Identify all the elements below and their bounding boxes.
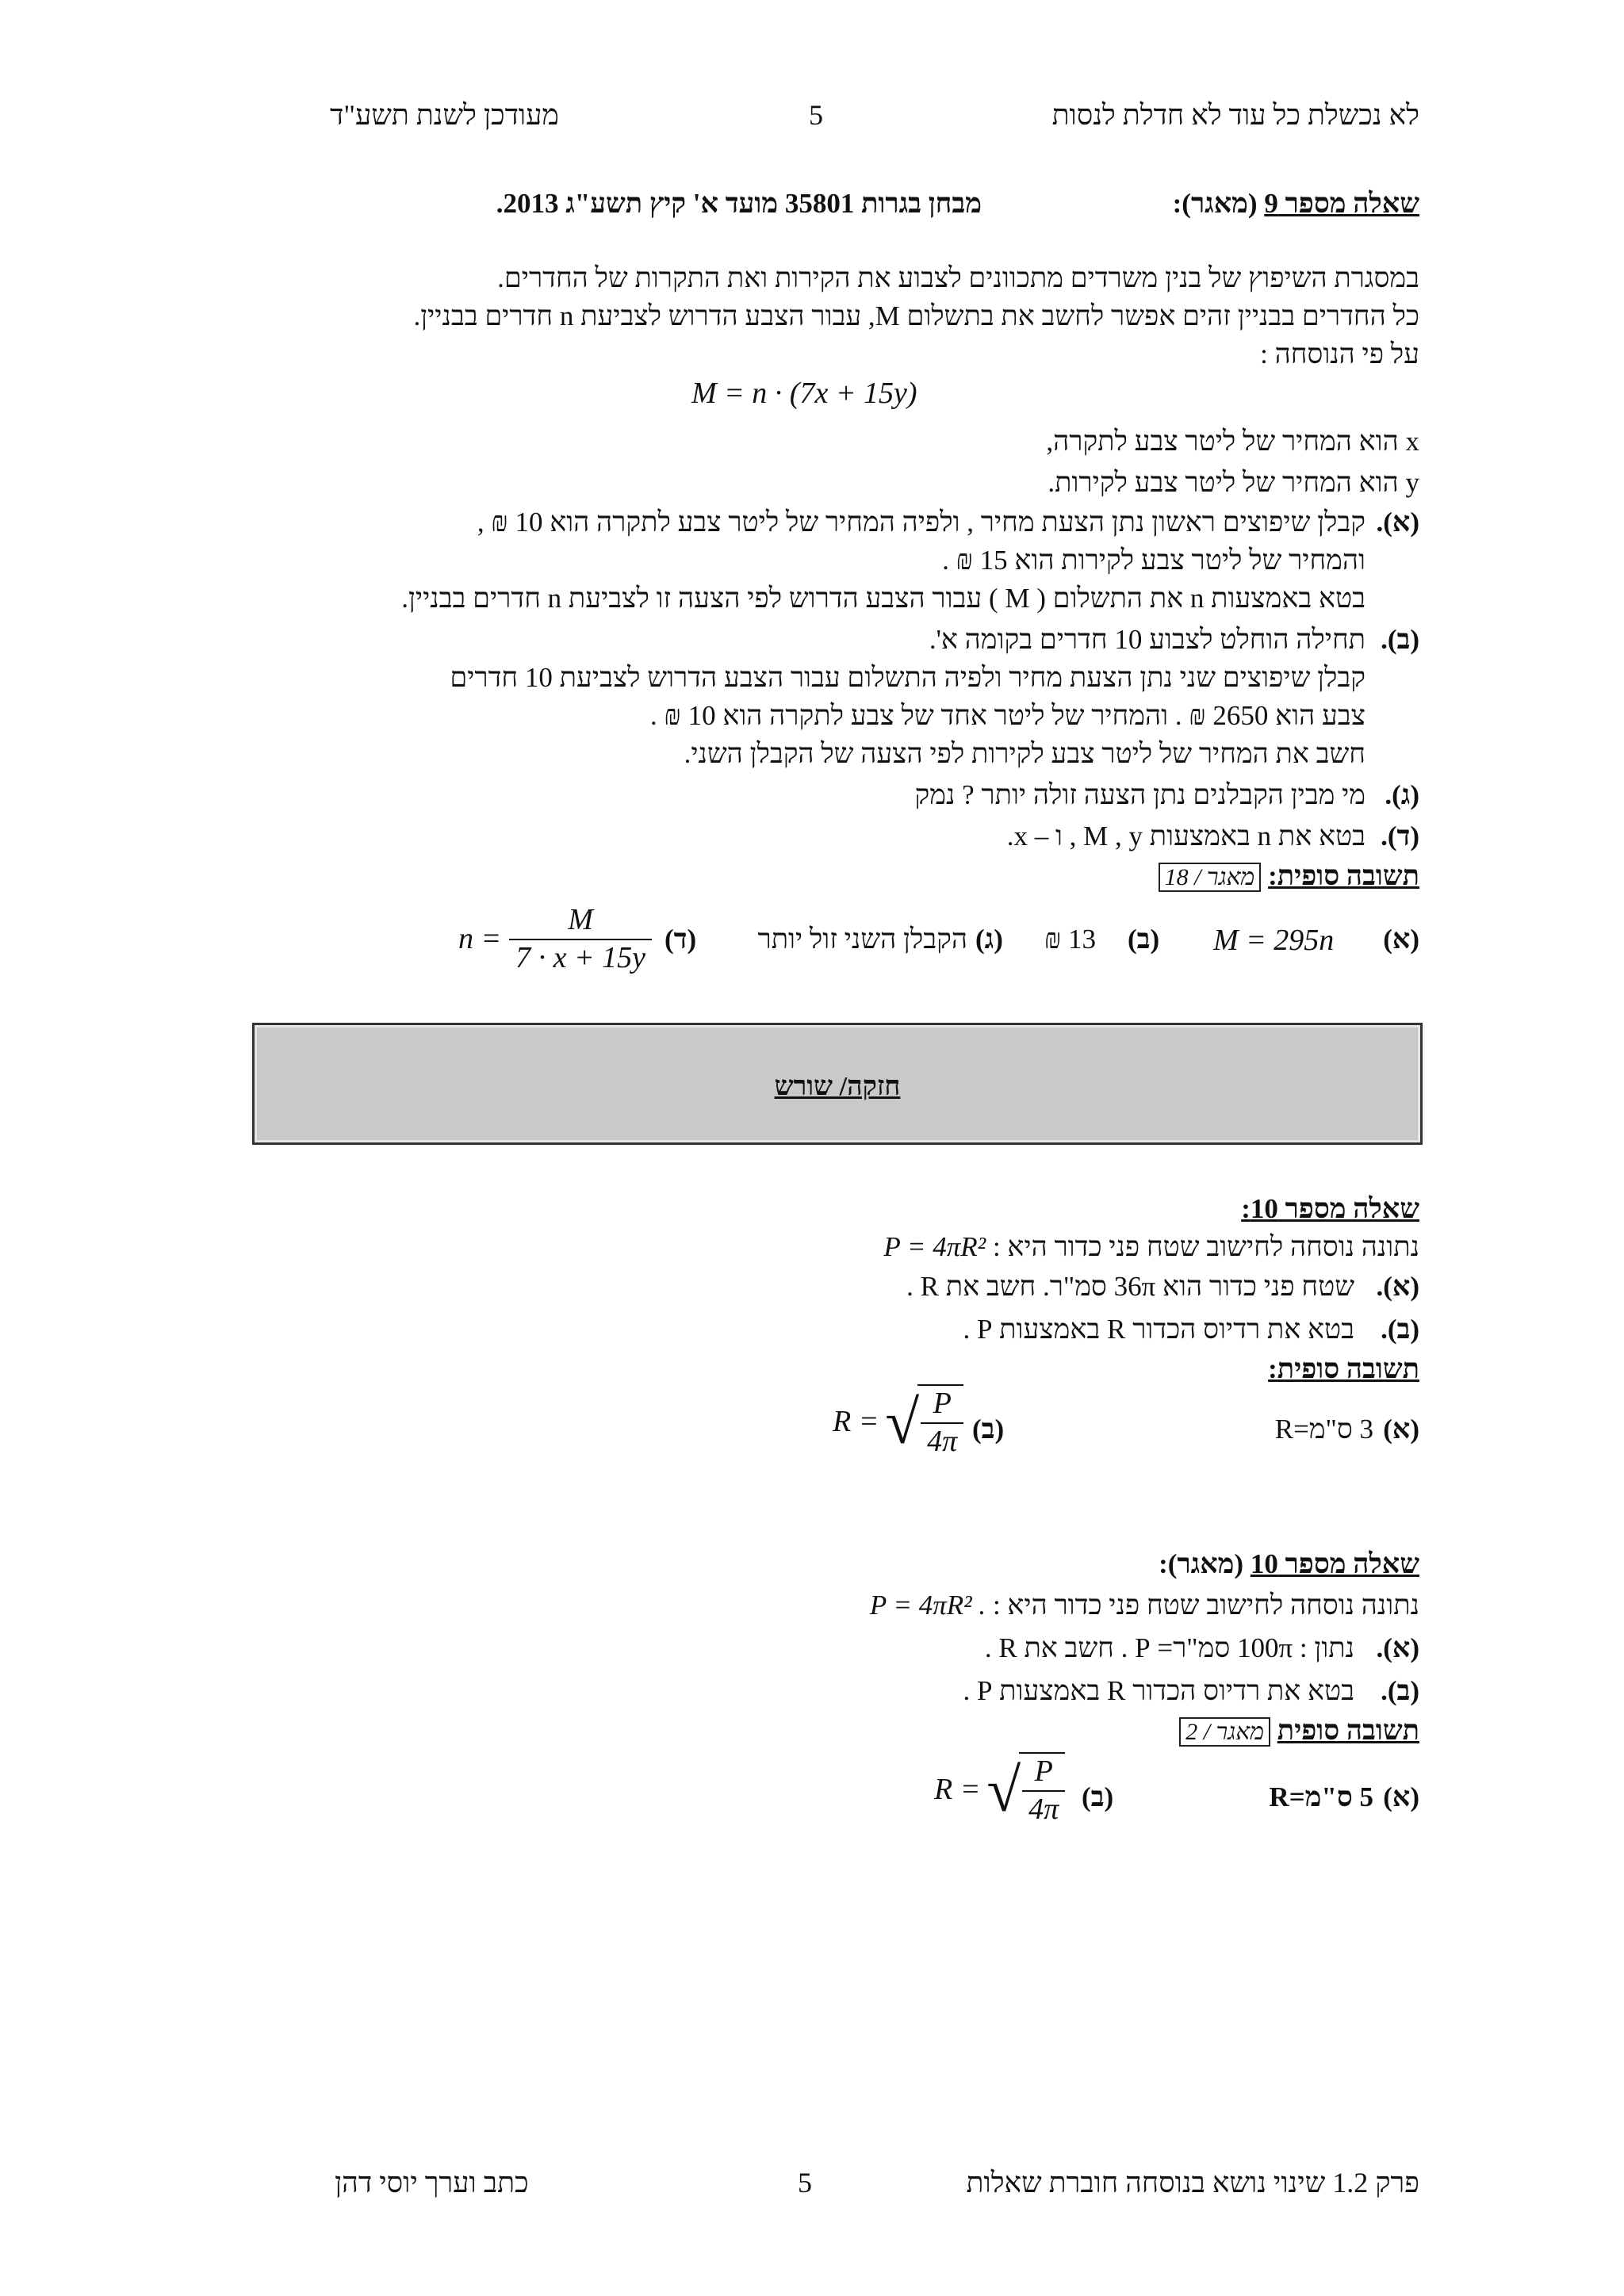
q10b-sqrt bbox=[986, 1752, 1065, 1827]
q10-formula: P = 4πR² bbox=[883, 1231, 986, 1262]
q9-final-answer-label: תשובה סופית: bbox=[1268, 860, 1419, 891]
q9-intro-line3: על פי הנוסחה : bbox=[1260, 339, 1419, 369]
q10-part-a-label: (א). bbox=[1376, 1271, 1419, 1302]
q9-part-a-line3: בטא באמצעות n את התשלום ( M ) עבור הצבע הדרוש לפי הצעה זו לצביעת n חדרים בבניין. bbox=[401, 583, 1365, 614]
q10b-title-tag: (מאגר): bbox=[1159, 1548, 1244, 1579]
q9-part-b-label: (ב). bbox=[1381, 624, 1419, 655]
q10b-source-ref: מאגר / 2 bbox=[1179, 1717, 1270, 1747]
q9-definition-y: y הוא המחיר של ליטר צבע לקירות. bbox=[1048, 467, 1419, 498]
q9-answer-d-denominator: 7 · x + 15y bbox=[509, 939, 652, 977]
q10-answer-b-denominator: 4π bbox=[921, 1422, 963, 1460]
q10b-title-row bbox=[1159, 1548, 1419, 1581]
q9-definition-x: x הוא המחיר של ליטר צבע לתקרה, bbox=[1046, 426, 1419, 457]
q9-formula: M = n · (7x + 15y) bbox=[691, 377, 917, 410]
q9-exam-reference: מבחן בגרות 35801 מועד א' קיץ תשע"ג 2013. bbox=[496, 188, 982, 219]
header-motto: לא נכשלת כל עוד לא חדלת לנסות bbox=[1051, 99, 1419, 131]
q9-title-tag: (מאגר): bbox=[1172, 188, 1258, 219]
q9-answer-a-label: (א) bbox=[1383, 924, 1419, 955]
q10b-answer-b-numerator: P bbox=[1034, 1755, 1053, 1788]
q10b-part-a-text: נתון : 100π סמ"ר= P . חשב את R . bbox=[984, 1632, 1354, 1663]
q9-part-c-text: מי מבין הקבלנים נתן הצעה זולה יותר ? נמק bbox=[914, 779, 1365, 810]
q10b-part-b-label: (ב). bbox=[1381, 1675, 1419, 1706]
q10-given bbox=[883, 1230, 1419, 1264]
q10b-given-text: נתונה נוסחה לחישוב שטח פני כדור היא : bbox=[992, 1590, 1419, 1621]
q10b-final-answer-row bbox=[1174, 1714, 1419, 1747]
footer-page-number: 5 bbox=[798, 2167, 812, 2198]
q10-given-text: נתונה נוסחה לחישוב שטח פני כדור היא : bbox=[992, 1231, 1419, 1262]
q9-answer-b: 13 ₪ bbox=[1044, 924, 1096, 955]
footer-chapter: פרק 1.2 שינוי נושא בנוסחה חוברת שאלות bbox=[966, 2167, 1419, 2198]
q9-title bbox=[1173, 187, 1419, 220]
q10-answer-a: 3 ס"מ=R bbox=[1274, 1414, 1373, 1445]
header-page-number: 5 bbox=[809, 99, 823, 131]
sqrt-radical-icon: √ bbox=[885, 1387, 920, 1456]
q10b-answer-b bbox=[934, 1752, 1065, 1827]
sqrt-radical-icon: √ bbox=[986, 1755, 1021, 1824]
q10b-given bbox=[870, 1589, 1419, 1622]
q9-part-d-label: (ד). bbox=[1381, 821, 1419, 851]
section-banner bbox=[252, 1023, 1423, 1145]
q10b-final-answer-label: תשובה סופית bbox=[1277, 1715, 1419, 1746]
q9-answer-d-lhs: n = bbox=[458, 921, 502, 955]
q9-answer-b-label: (ב) bbox=[1128, 924, 1160, 955]
q10-answer-b-fraction bbox=[921, 1386, 963, 1460]
q9-part-a-line2: והמחיר של ליטר צבע לקירות הוא 15 ₪ . bbox=[942, 545, 1365, 576]
q9-title-text: שאלה מספר 9 bbox=[1264, 188, 1419, 219]
q10-answer-b-label: (ב) bbox=[972, 1414, 1005, 1445]
q9-part-b-line3: צבע הוא 2650 ₪ . והמחיר של ליטר אחד של צבע לתקרה הוא 10 ₪ . bbox=[650, 700, 1365, 731]
q10b-part-b-text: בטא את רדיוס הכדור R באמצעות P . bbox=[963, 1675, 1354, 1706]
q9-answer-d-numerator: M bbox=[568, 903, 593, 936]
q9-part-d-text: בטא את n באמצעות M , y , ו – x. bbox=[1006, 821, 1365, 851]
footer-author: כתב וערך יוסי דהן bbox=[335, 2167, 529, 2198]
q10-part-a-text: שטח פני כדור הוא 36π סמ"ר. חשב את R . bbox=[906, 1271, 1354, 1302]
q10b-answer-a: 5 ס"מ=R bbox=[1269, 1781, 1373, 1812]
q9-source-ref: מאגר / 18 bbox=[1159, 863, 1262, 892]
header-update-note: מעודכן לשנת תשע"ד bbox=[330, 99, 559, 131]
q10b-part-a-label: (א). bbox=[1376, 1632, 1419, 1663]
q9-answer-d bbox=[458, 902, 652, 976]
q9-part-c-label: (ג). bbox=[1385, 779, 1419, 810]
q10-answer-b bbox=[833, 1384, 963, 1460]
q9-answer-d-fraction bbox=[509, 902, 652, 976]
q10-answer-a-label: (א) bbox=[1383, 1414, 1419, 1445]
q10-title: שאלה מספר 10: bbox=[1241, 1193, 1419, 1224]
q9-part-b-line1: תחילה הוחלט לצבוע 10 חדרים בקומה א'. bbox=[929, 624, 1365, 655]
q9-intro-line2: כל החדרים בבניין זהים אפשר לחשב את בתשלום M, עבור הצבע הדרוש לצביעת n חדרים בבניין. bbox=[413, 300, 1419, 331]
q10-answer-b-numerator: P bbox=[933, 1387, 952, 1420]
q10-final-answer-label: תשובה סופית: bbox=[1268, 1353, 1419, 1384]
q10b-answer-b-fraction bbox=[1022, 1754, 1065, 1827]
q10b-answer-b-label: (ב) bbox=[1082, 1781, 1114, 1812]
q10-answer-b-lhs: R = bbox=[833, 1404, 879, 1438]
q10b-answer-b-denominator: 4π bbox=[1022, 1790, 1065, 1828]
q10-part-b-text: בטא את רדיוס הכדור R באמצעות P . bbox=[963, 1314, 1354, 1345]
q10b-title: שאלה מספר 10 bbox=[1250, 1548, 1419, 1579]
section-banner-title: חזקה/ שורש bbox=[774, 1072, 901, 1101]
q9-part-b-line2: קבלן שיפוצים שני נתן הצעת מחיר ולפיה התשלום עבור הצבע הדרוש לצביעת 10 חדרים bbox=[450, 662, 1365, 693]
q10b-formula: P = 4πR² . bbox=[869, 1590, 986, 1621]
q9-final-answer-row bbox=[1154, 859, 1419, 893]
q9-intro-line1: במסגרת השיפוץ של בנין משרדים מתכוונים לצבוע את הקירות ואת התקרות של החדרים. bbox=[497, 262, 1419, 293]
q9-answer-c-label: (ג) bbox=[975, 924, 1003, 955]
q10b-answer-b-lhs: R = bbox=[934, 1772, 981, 1806]
q9-part-a-line1: קבלן שיפוצים ראשון נתן הצעת מחיר , ולפיה המחיר של ליטר צבע לתקרה הוא 10 ₪ , bbox=[477, 507, 1365, 538]
q9-answer-a: M = 295n bbox=[1213, 924, 1335, 957]
q10b-answer-a-label: (א) bbox=[1383, 1781, 1419, 1812]
q9-answer-d-label: (ד) bbox=[665, 924, 697, 955]
q10-part-b-label: (ב). bbox=[1381, 1314, 1419, 1345]
q9-answer-c: הקבלן השני זול יותר bbox=[757, 924, 967, 955]
q9-part-a-label: (א). bbox=[1376, 507, 1419, 538]
q9-part-b-line4: חשב את המחיר של ליטר צבע לקירות לפי הצעה של הקבלן השני. bbox=[684, 738, 1365, 769]
q10-sqrt bbox=[885, 1384, 963, 1460]
